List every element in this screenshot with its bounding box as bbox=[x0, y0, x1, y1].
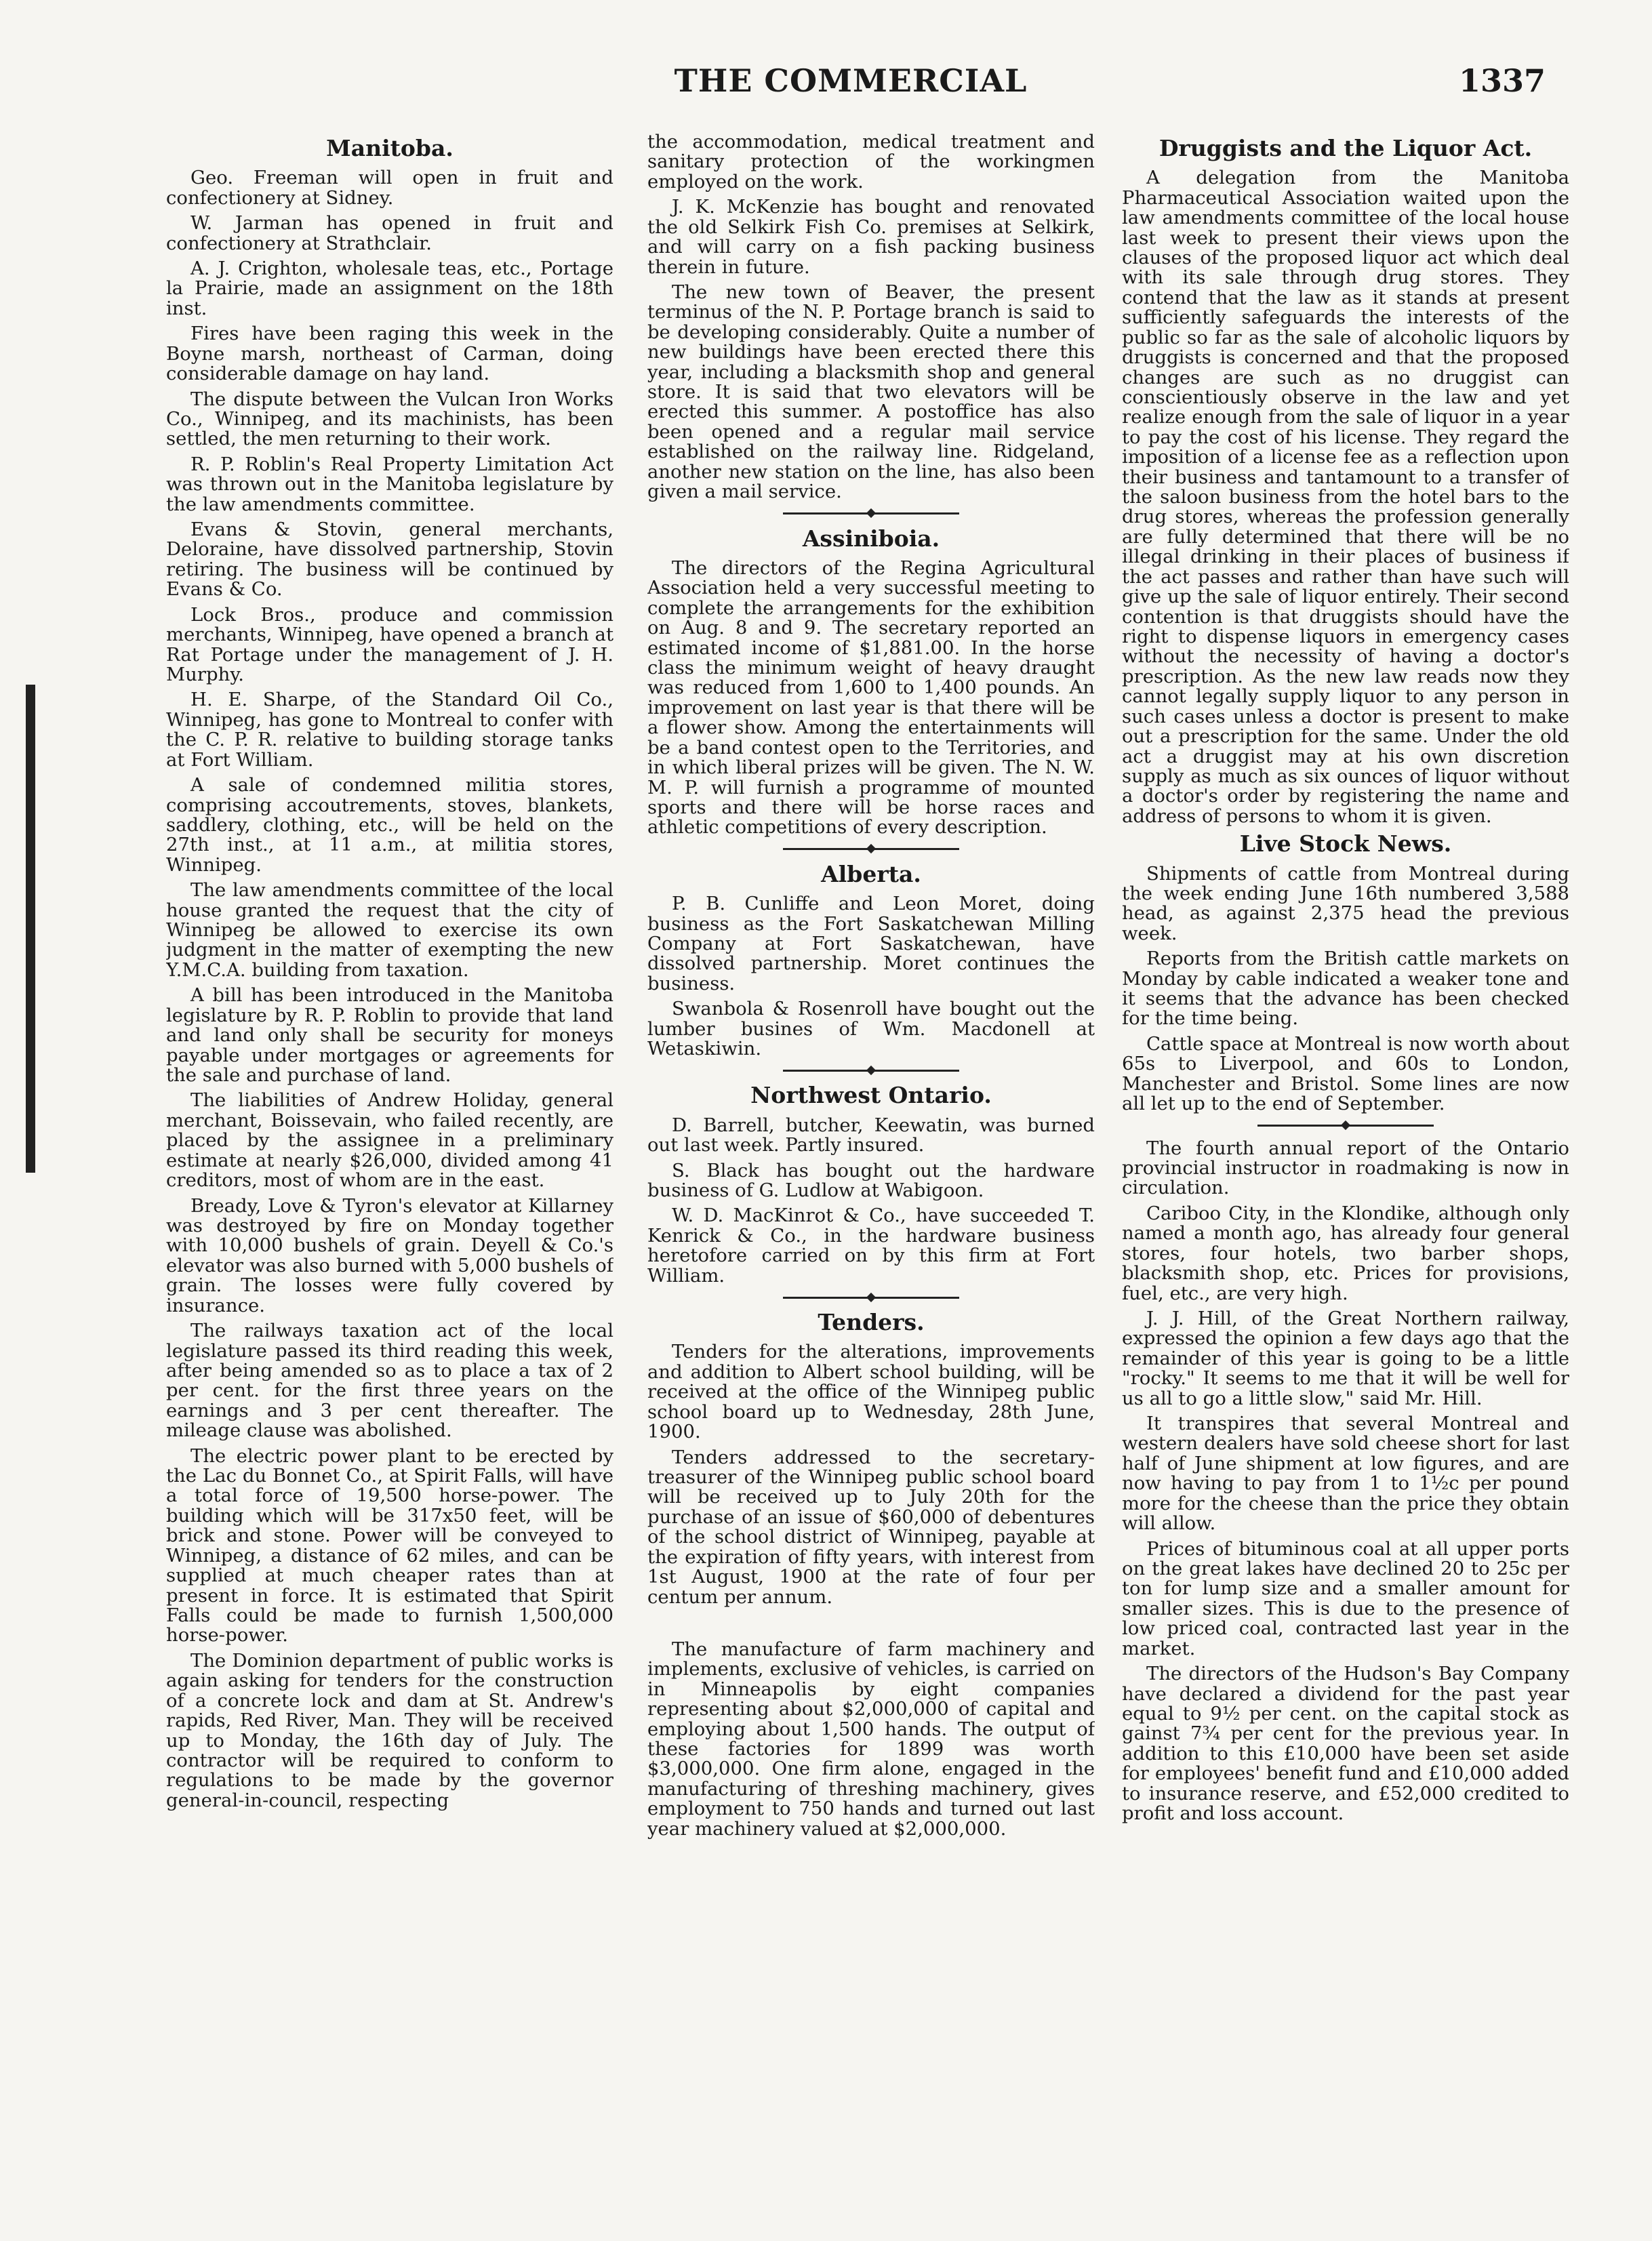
news-paragraph: Lock Bros., produce and commission merchants, Winnipeg, have opened a branch at Rat Portage under the management of J. H. Murphy. bbox=[166, 603, 613, 685]
news-paragraph: W. D. MacKinrot & Co., have succeeded T. Kenrick & Co., in the hardware business heretofore carried on by this firm at Fort William. bbox=[647, 1205, 1095, 1287]
section-heading: Alberta. bbox=[821, 860, 921, 887]
news-paragraph: The law amendments committee of the local house granted the request that the city of Winnipeg be allowed to exercise its own judgment in the matter of exempting the new Y.M.C.A. building from taxation. bbox=[166, 879, 613, 981]
news-paragraph: The electric power plant to be erected by the Lac du Bonnet Co., at Spirit Falls, will have a total force of 19,500 horse-power. The building which will be 317x50 feet, will be brick and stone. Power will be conveyed to Winnipeg, a distance of 62 miles, and can be supplied at much cheaper rates than at present in force. It is estimated that Spirit Falls could be made to furnish 1,500,000 horse-power. bbox=[166, 1445, 613, 1647]
news-paragraph: The railways taxation act of the local legislature passed its third reading this week, after being amended so as to place a tax of 2 per cent. for the first three years on the earnings and 3 per cent thereafter. The mileage clause was abolished. bbox=[166, 1320, 613, 1442]
news-paragraph: D. Barrell, butcher, Keewatin, was burned out last week. Partly insured. bbox=[647, 1114, 1095, 1156]
news-paragraph: H. E. Sharpe, of the Standard Oil Co., Winnipeg, has gone to Montreal to confer with the C. P. R. relative to building storage tanks at Fort William. bbox=[166, 689, 613, 771]
news-paragraph: W. Jarman has opened in fruit and confectionery at Strathclair. bbox=[166, 212, 613, 254]
news-paragraph: Evans & Stovin, general merchants, Deloraine, have dissolved partnership, Stovin retiring. The business will be continued by Evans & Co. bbox=[166, 519, 613, 601]
news-paragraph: Shipments of cattle from Montreal during the week ending June 16th numbered 3,588 head, as against 2,375 head the previous week. bbox=[1122, 862, 1569, 944]
news-paragraph: It transpires that several Montreal and western dealers have sold cheese short for last half of June shipment at low figures, and are now having to pay from 1 to 1½c per pound more for the cheese than the price they obtain will allow. bbox=[1122, 1413, 1569, 1535]
news-paragraph: the accommodation, medical treatment and sanitary protection of the workingmen employed on the work. bbox=[647, 132, 1095, 193]
news-paragraph: A. J. Crighton, wholesale teas, etc., Portage la Prairie, made an assignment on the 18th inst. bbox=[166, 257, 613, 319]
news-paragraph: S. Black has bought out the hardware business of G. Ludlow at Wabigoon. bbox=[647, 1159, 1095, 1202]
section-divider bbox=[647, 1291, 1095, 1304]
margin-scan-mark bbox=[26, 685, 35, 1173]
news-paragraph: Tenders for the alterations, improvements and addition to Albert school building, will be received at the office of the Winnipeg public school board up to Wednesday, 28th June, 1900. bbox=[647, 1341, 1095, 1443]
news-paragraph: The directors of the Hudson's Bay Company have declared a dividend for the past year equal to 9½ per cent. on the capital stock as gainst 7¾ per cent for the previous year. In addition to this £10,000 have been set aside for employees' benefit fund and £10,000 added to insurance reserve, and £52,000 credited to profit and loss account. bbox=[1122, 1663, 1569, 1825]
news-paragraph: The liabilities of Andrew Holiday, general merchant, Boissevain, who failed recently, are placed by the assignee in a preliminary estimate at nearly $26,000, divided among 41 creditors, most of whom are in the east. bbox=[166, 1089, 613, 1192]
section-heading: Tenders. bbox=[818, 1309, 925, 1336]
section-heading: Assiniboia. bbox=[802, 525, 940, 552]
news-paragraph: P. B. Cunliffe and Leon Moret, doing business as the Fort Saskatchewan Milling Company at Fort Saskatchewan, have dissolved partnership. Moret continues the business. bbox=[647, 893, 1095, 994]
section-heading: Manitoba. bbox=[326, 135, 454, 161]
section-divider bbox=[647, 843, 1095, 855]
column-3 bbox=[1122, 132, 1569, 2200]
news-paragraph: The directors of the Regina Agricultural Association held a very successful meeting to complete the arrangements for the exhibition on Aug. 8 and 9. The secretary reported an estimated income of $1,881.00. In the horse class the minimum weight of heavy draught was reduced from 1,600 to 1,400 pounds. An improvement on last year is that there will be a flower show. Among the entertainments will be a band contest open to the Territories, and in which liberal prizes will be given. The N. W. M. P. will furnish a programme of mounted sports and there will be horse races and athletic competitions of every description. bbox=[647, 557, 1095, 839]
news-paragraph: Cariboo City, in the Klondike, although only named a month ago, has already four general stores, four hotels, two barber shops, blacksmith shop, etc. Prices for provisions, fuel, etc., are very high. bbox=[1122, 1202, 1569, 1304]
news-paragraph: Prices of bituminous coal at all upper ports on the great lakes have declined 20 to 25c per ton for lump size and a smaller amount for smaller sizes. This is due to the presence of low priced coal, contracted last year in the market. bbox=[1122, 1537, 1569, 1659]
news-paragraph: Geo. Freeman will open in fruit and confectionery at Sidney. bbox=[166, 167, 613, 209]
spacer bbox=[647, 1613, 1095, 1640]
news-paragraph: J. J. Hill, of the Great Northern railway, expressed the opinion a few days ago that the remainder of this year is going to be a little "rocky." It seems to me that it will be well for us all to go a little slow," said Mr. Hill. bbox=[1122, 1307, 1569, 1409]
divider-ornament bbox=[1257, 1125, 1434, 1127]
page-number: 1337 bbox=[1458, 62, 1546, 99]
section-divider bbox=[647, 1064, 1095, 1076]
divider-ornament bbox=[783, 1297, 959, 1299]
divider-ornament bbox=[783, 512, 959, 514]
divider-ornament bbox=[783, 1070, 959, 1072]
section-heading: Northwest Ontario. bbox=[750, 1082, 992, 1109]
news-paragraph: The Dominion department of public works is again asking for tenders for the construction of a concrete lock and dam at St. Andrew's rapids, Red River, Man. They will be received up to Monday, the 16th day of July. The contractor will be required to conform to regulations to be made by the governor general-in-council, respecting bbox=[166, 1649, 613, 1811]
section-divider bbox=[1122, 1120, 1569, 1132]
section-divider bbox=[647, 508, 1095, 520]
news-paragraph: A sale of condemned militia stores, comprising accoutrements, stoves, blankets, saddlery, clothing, etc., will be held on the 27th inst., at 11 a.m., at militia stores, Winnipeg. bbox=[166, 774, 613, 876]
news-paragraph: Swanbola & Rosenroll have bought out the lumber busines of Wm. Macdonell at Wetaskiwin. bbox=[647, 998, 1095, 1060]
news-paragraph: R. P. Roblin's Real Property Limitation Act was thrown out in the Manitoba legislature by the law amendments committee. bbox=[166, 453, 613, 515]
news-paragraph: The new town of Beaver, the present terminus of the N. P. Portage branch is said to be developing considerably. Quite a number of new buildings have been erected there this year, including a blacksmith shop and general store. It is said that two elevators will be erected this summer. A postoffice has also been opened and a regular mail service established on the railway line. Ridgeland, another new station on the line, has also been given a mail service. bbox=[647, 281, 1095, 503]
masthead bbox=[156, 62, 1546, 117]
news-paragraph: A delegation from the Manitoba Pharmaceutical Association waited upon the law amendments committee of the local house last week to present their views upon the clauses of the proposed liquor act which deal with its sale through drug stores. They contend that the law as it stands at present sufficiently safeguards the interests of the public so far as the sale of alcoholic liquors by druggists is concerned and that the proposed changes are such as no druggist can conscientiously observe in the law and yet realize enough from the sale of liquor in a year to pay the cost of his license. They regard the imposition of a license fee as a reflection upon their business and tantamount to a transfer of the saloon business from the hotel bars to the drug stores, whereas the profession generally are fully determined that there will be no illegal drinking in their places of business if the act passes and rather than have such will give up the sale of liquor entirely. Their second contention is that druggists should have the right to dispense liquors in emergency cases without the necessity of having a doctor's prescription. As the new law reads now they cannot legally supply liquor to any person in such cases unless a doctor is present to make out a prescription for the same. Under the old act a druggist may at his own discretion supply as much as six ounces of liquor without a doctor's order by registering the name and address of persons to whom it is given. bbox=[1122, 167, 1569, 827]
publication-title: THE COMMERCIAL bbox=[674, 62, 1028, 99]
news-paragraph: The dispute between the Vulcan Iron Works Co., Winnipeg, and its machinists, has been settled, the men returning to their work. bbox=[166, 388, 613, 450]
column-1 bbox=[166, 132, 613, 2200]
news-paragraph: Reports from the British cattle markets on Monday by cable indicated a weaker tone and it seems that the advance has been checked for the time being. bbox=[1122, 948, 1569, 1030]
news-paragraph: The fourth annual report of the Ontario provincial instructor in roadmaking is now in circulation. bbox=[1122, 1137, 1569, 1199]
news-paragraph: Cattle space at Montreal is now worth about 65s to Liverpool, and 60s to London, Manchester and Bristol. Some lines are now all let up to the end of September. bbox=[1122, 1032, 1569, 1115]
news-paragraph: J. K. McKenzie has bought and renovated the old Selkirk Fish Co. premises at Selkirk, and will carry on a fish packing business therein in future. bbox=[647, 196, 1095, 278]
news-paragraph: The manufacture of farm machinery and implements, exclusive of vehicles, is carried on in Minneapolis by eight companies representing about $2,000,000 of capital and employing about 1,500 hands. The output of these factories for 1899 was worth $3,000,000. One firm alone, engaged in the manufacturing of threshing machinery, gives employment to 750 hands and turned out last year machinery valued at $2,000,000. bbox=[647, 1638, 1095, 1840]
news-paragraph: A bill has been introduced in the Manitoba legislature by R. P. Roblin to provide that land and land only shall be security for moneys payable under mortgages or agreements for the sale and purchase of land. bbox=[166, 984, 613, 1087]
news-paragraph: Bready, Love & Tyron's elevator at Killarney was destroyed by fire on Monday together with 10,000 bushels of grain. Deyell & Co.'s elevator was also burned with 5,000 bushels of grain. The losses were fully covered by insurance. bbox=[166, 1194, 613, 1316]
divider-ornament bbox=[783, 848, 959, 850]
news-paragraph: Fires have been raging this week in the Boyne marsh, northeast of Carman, doing considerable damage on hay land. bbox=[166, 323, 613, 385]
section-heading: Druggists and the Liquor Act. bbox=[1159, 135, 1533, 161]
column-2 bbox=[647, 132, 1095, 2200]
news-paragraph: Tenders addressed to the secretary-treasurer of the Winnipeg public school board will be received up to July 20th for the purchase of an issue of $60,000 of debentures of the school district of Winnipeg, payable at the expiration of fifty years, with interest from 1st August, 1900 at the rate of four per centum per annum. bbox=[647, 1446, 1095, 1608]
section-heading: Live Stock News. bbox=[1239, 830, 1452, 857]
